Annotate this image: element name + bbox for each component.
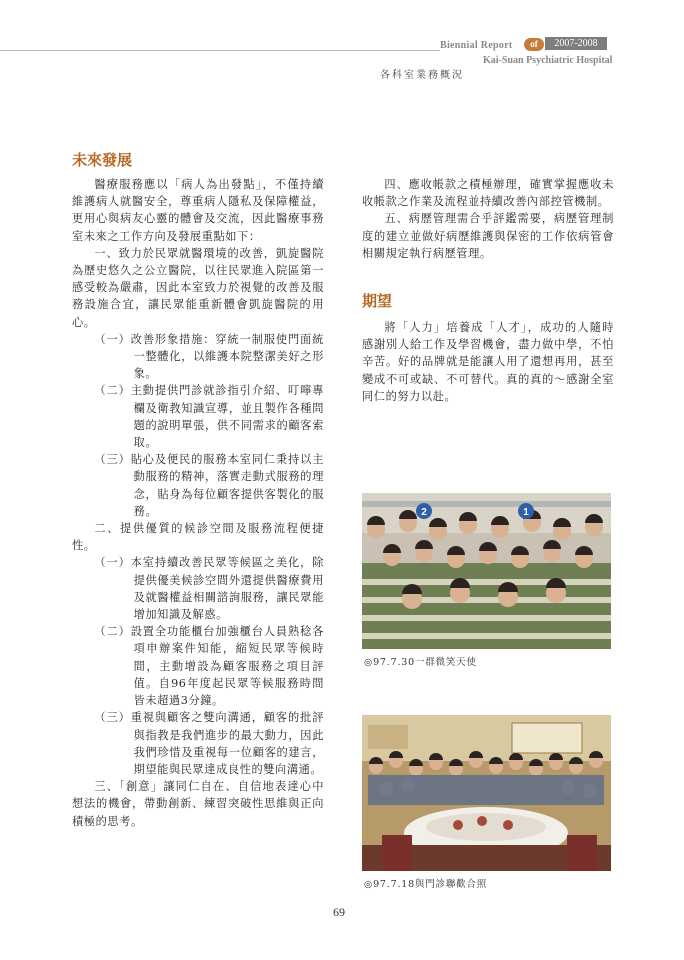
future-item-1: 一、致力於民眾就醫環境的改善，凱旋醫院為歷史悠久之公立醫院，以往民眾進入院區第一感受較為嚴肅，因此本室致力於視覺的改善及服務設施合宜，讓民眾能重新體會凱旋醫院的用心。 [72,246,324,329]
future-item-1-sub-1: （一）改善形象措施：穿統一制服使門面統一整體化，以維護本院整潔美好之形象。 [94,332,324,381]
hope-heading: 期望 [362,292,393,310]
future-item-5: 五、病歷管理需合乎評鑑需要，病歷管理制度的建立並做好病歷維護與保密的工作依病管會相關規定執行病歷管理。 [362,212,614,260]
future-heading: 未來發展 [72,151,133,169]
future-item-2-sub-1: （一）本室持續改善民眾等候區之美化，除提供優美候診空間外還提供醫療費用及就醫權益相關諮詢服務，讓民眾能增加知識及解惑。 [94,556,324,622]
hospital-name: Kai-Suan Psychiatric Hospital [483,55,613,66]
future-intro: 醫療服務應以「病人為出發點」，不僅持續維護病人就醫安全，尊重病人隱私及保障權益，更用心與病友心靈的體會及交流，因此醫療事務室未來之工作方向及發展重點如下： [72,178,324,243]
future-item-2-sub-3: （三）重視與顧客之雙向溝通，顧客的批評與指教是我們進步的最大動力，因此我們珍惜及重視每一位顧客的建言，期望能與民眾達成良性的雙向溝通。 [94,711,324,776]
photo-marker-1: 1 [523,507,529,518]
photo-caption-2: ◎97.7.18與門診聯歡合照 [364,879,488,890]
future-item-2: 二、提供優質的候診空間及服務流程便捷性。 [72,522,324,553]
future-right-column [362,176,614,262]
section-title: 各科室業務概況 [380,70,464,81]
photo-caption-1: ◎97.7.30一群微笑天使 [364,657,477,668]
future-item-1-sub-2: （二）主動提供門診就診指引介紹、叮嚀專欄及衛教知識宣導，並且製作各種問題的說明單張，供不同需求的顧客索取。 [94,384,324,450]
report-years: 2007-2008 [545,37,607,50]
hope-column [362,319,614,405]
future-left-column [72,176,324,830]
staff-group-photo [362,493,611,649]
page-number: 69 [333,905,345,919]
report-title: Biennial Report [440,40,513,51]
banquet-group-photo [362,715,611,871]
future-item-2-sub-2: （二）設置全功能櫃台加強櫃台人員熟稔各項申辦案件知能，縮短民眾等候時間，主動增設為顧客服務之項目評值。自96年度起民眾等候服務時間皆未超過3分鐘。 [94,625,324,708]
photo-marker-2: 2 [421,507,427,518]
report-badge: of [524,38,544,51]
header-rule [0,50,440,51]
hope-text: 將「人力」培養成「人才」，成功的人隨時感謝別人給工作及學習機會，盡力做中學，不怕辛苦。好的品牌就是能讓人用了還想再用，甚至變成不可或缺、不可替代。真的真的～感謝全室同仁的努力以赴。 [362,321,614,403]
future-item-1-sub-3: （三）貼心及便民的服務本室同仁秉持以主動服務的精神，落實走動式服務的理念，貼身為每位顧客提供客製化的服務。 [94,453,324,518]
future-item-3: 三、「創意」讓同仁自在、自信地表達心中想法的機會，帶動創新、練習突破性思維與正向積極的思考。 [72,780,324,828]
future-item-4: 四、應收帳款之積極辦理，確實掌握應收未收帳款之作業及流程並持續改善內部控管機制。 [362,178,614,209]
